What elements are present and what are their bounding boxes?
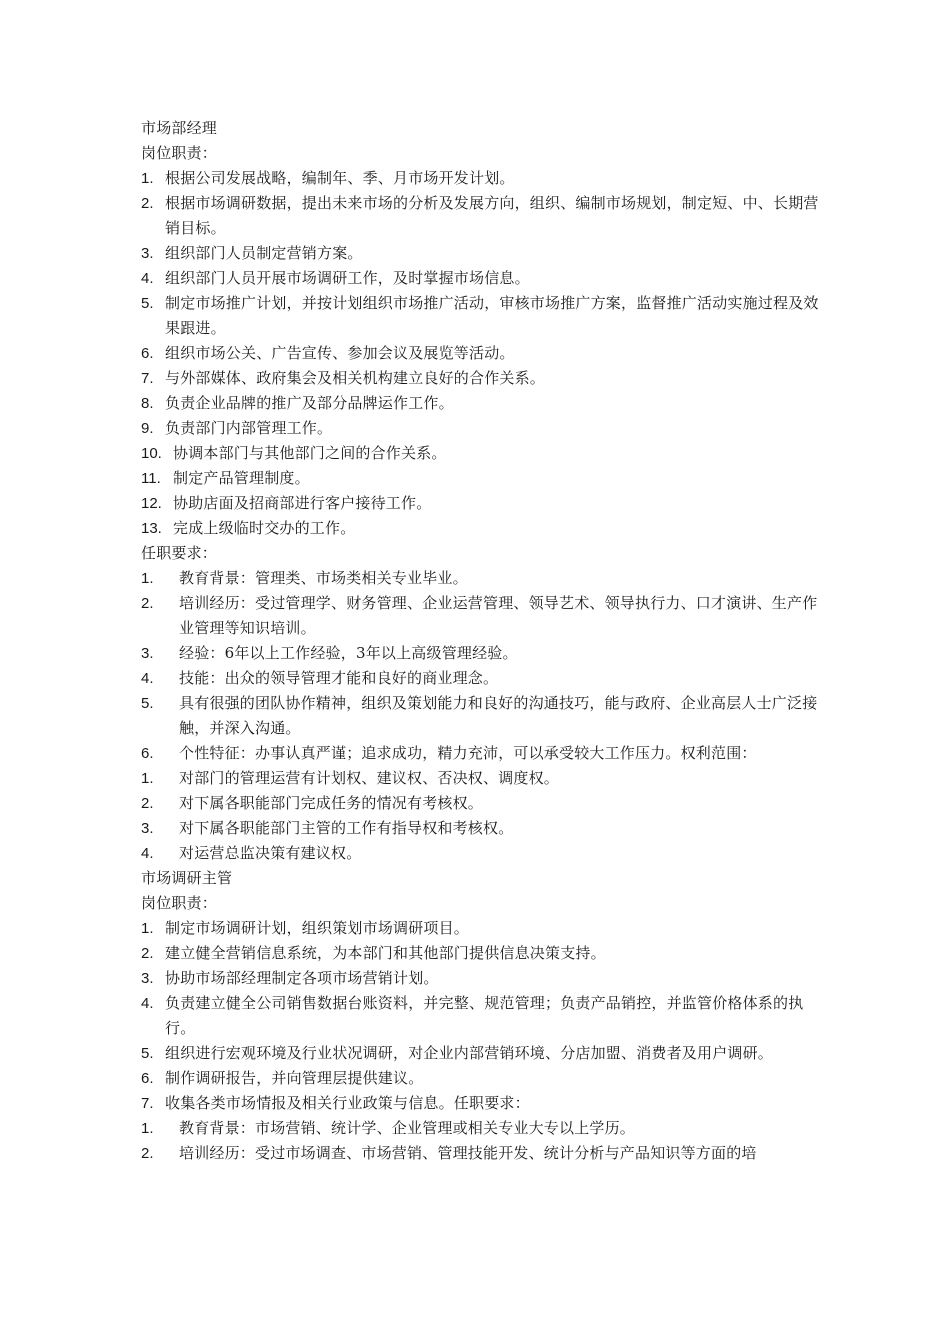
- list-item: [141, 991, 820, 1041]
- list-item: [141, 916, 820, 941]
- list-item-text: 收集各类市场情报及相关行业政策与信息。任职要求：: [165, 1094, 530, 1112]
- list-item-text: 组织部门人员开展市场调研工作，及时掌握市场信息。: [165, 269, 530, 287]
- list-item-number: 3.: [141, 245, 154, 262]
- duties-label: 岗位职责：: [141, 894, 218, 912]
- list-item-text: 根据公司发展战略，编制年、季、月市场开发计划。: [165, 169, 515, 187]
- requirements-list: [141, 1116, 820, 1166]
- list-item-text: 制作调研报告，并向管理层提供建议。: [165, 1069, 424, 1087]
- list-item: [141, 1091, 820, 1116]
- list-item-number: 4.: [141, 995, 154, 1012]
- list-item-number: 12.: [141, 495, 162, 512]
- list-item-number: 11.: [141, 470, 161, 487]
- list-item-text: 对下属各职能部门完成任务的情况有考核权。: [179, 794, 484, 812]
- list-item-number: 1.: [141, 920, 154, 937]
- list-item-text: 完成上级临时交办的工作。: [173, 519, 356, 537]
- list-item: [141, 1041, 820, 1066]
- list-item-number: 10.: [141, 445, 162, 462]
- list-item-text: 组织市场公关、广告宣传、参加会议及展览等活动。: [165, 344, 515, 362]
- list-item: [141, 341, 820, 366]
- list-item-number: 6.: [141, 745, 154, 762]
- list-item-text: 对下属各职能部门主管的工作有指导权和考核权。: [179, 819, 514, 837]
- list-item-text: 经验：6年以上工作经验，3年以上高级管理经验。: [179, 644, 518, 662]
- list-item: [141, 291, 820, 341]
- section-title: 市场部经理: [141, 119, 218, 137]
- list-item-text: 与外部媒体、政府集会及相关机构建立良好的合作关系。: [165, 369, 546, 387]
- list-item-number: 9.: [141, 420, 154, 437]
- list-item: [141, 591, 820, 641]
- list-item-text: 负责建立健全公司销售数据台账资料，并完整、规范管理；负责产品销控，并监管价格体系的执行。: [165, 994, 804, 1037]
- list-item-text: 对部门的管理运营有计划权、建议权、否决权、调度权。: [179, 769, 560, 787]
- list-item-number: 3.: [141, 970, 154, 987]
- list-item: [141, 666, 820, 691]
- list-item: [141, 741, 820, 766]
- list-item-number: 2.: [141, 595, 154, 612]
- list-item: [141, 441, 820, 466]
- list-item-text: 培训经历：受过市场调查、市场营销、管理技能开发、统计分析与产品知识等方面的培: [179, 1144, 757, 1162]
- list-item: [141, 466, 820, 491]
- list-item: [141, 1116, 820, 1141]
- list-item-number: 1.: [141, 770, 154, 787]
- list-item-text: 根据市场调研数据，提出未来市场的分析及发展方向，组织、编制市场规划，制定短、中、长期营销目标。: [165, 194, 819, 237]
- list-item-text: 建立健全营销信息系统，为本部门和其他部门提供信息决策支持。: [165, 944, 606, 962]
- section-title: 市场调研主管: [141, 869, 233, 887]
- list-item: [141, 166, 820, 191]
- list-item-number: 5.: [141, 295, 154, 312]
- duties-list: [141, 166, 820, 541]
- list-item-number: 7.: [141, 1095, 154, 1112]
- list-item-text: 负责企业品牌的推广及部分品牌运作工作。: [165, 394, 454, 412]
- list-item: [141, 566, 820, 591]
- list-item: [141, 641, 820, 666]
- list-item-text: 具有很强的团队协作精神，组织及策划能力和良好的沟通技巧，能与政府、企业高层人士广泛接触，并深入沟通。: [179, 694, 818, 737]
- list-item-number: 13.: [141, 520, 162, 537]
- list-item-number: 2.: [141, 795, 154, 812]
- list-item-number: 6.: [141, 345, 154, 362]
- list-item: [141, 191, 820, 241]
- list-item: [141, 966, 820, 991]
- list-item-number: 4.: [141, 270, 154, 287]
- list-item-text: 教育背景：管理类、市场类相关专业毕业。: [179, 569, 468, 587]
- list-item-number: 2.: [141, 945, 154, 962]
- list-item-text: 技能：出众的领导管理才能和良好的商业理念。: [179, 669, 499, 687]
- list-item-text: 协调本部门与其他部门之间的合作关系。: [173, 444, 447, 462]
- list-item-number: 1.: [141, 1120, 154, 1137]
- list-item-number: 1.: [141, 570, 154, 587]
- list-item: [141, 416, 820, 441]
- list-item-number: 7.: [141, 370, 154, 387]
- list-item-text: 制定市场调研计划，组织策划市场调研项目。: [165, 919, 470, 937]
- list-item-number: 2.: [141, 195, 154, 212]
- requirements-label: 任职要求：: [141, 544, 218, 562]
- list-item-number: 2.: [141, 1145, 154, 1162]
- list-item-number: 6.: [141, 1070, 154, 1087]
- list-item: [141, 1066, 820, 1091]
- list-item-text: 制定市场推广计划，并按计划组织市场推广活动，审核市场推广方案，监督推广活动实施过程及效果跟进。: [165, 294, 819, 337]
- duties-list: [141, 916, 820, 1116]
- list-item: [141, 691, 820, 741]
- list-item-text: 培训经历：受过管理学、财务管理、企业运营管理、领导艺术、领导执行力、口才演讲、生产作业管理等知识培训。: [179, 594, 818, 637]
- list-item-number: 5.: [141, 695, 154, 712]
- list-item: [141, 391, 820, 416]
- list-item: [141, 816, 820, 841]
- list-item: [141, 941, 820, 966]
- list-item-number: 8.: [141, 395, 154, 412]
- list-item: [141, 241, 820, 266]
- list-item-text: 负责部门内部管理工作。: [165, 419, 333, 437]
- list-item-text: 协助店面及招商部进行客户接待工作。: [173, 494, 432, 512]
- requirements-list: [141, 566, 820, 866]
- list-item-text: 组织部门人员制定营销方案。: [165, 244, 363, 262]
- list-item: [141, 1141, 820, 1166]
- list-item-text: 教育背景：市场营销、统计学、企业管理或相关专业大专以上学历。: [179, 1119, 636, 1137]
- list-item-number: 4.: [141, 670, 154, 687]
- list-item: [141, 791, 820, 816]
- list-item-number: 5.: [141, 1045, 154, 1062]
- list-item-text: 个性特征：办事认真严谨；追求成功，精力充沛，可以承受较大工作压力。权利范围：: [179, 744, 757, 762]
- list-item-number: 4.: [141, 845, 154, 862]
- list-item-text: 组织进行宏观环境及行业状况调研，对企业内部营销环境、分店加盟、消费者及用户调研。: [165, 1044, 774, 1062]
- list-item: [141, 766, 820, 791]
- list-item-number: 3.: [141, 820, 154, 837]
- list-item-number: 1.: [141, 170, 154, 187]
- list-item: [141, 491, 820, 516]
- list-item-text: 对运营总监决策有建议权。: [179, 844, 362, 862]
- list-item-text: 协助市场部经理制定各项市场营销计划。: [165, 969, 439, 987]
- list-item-text: 制定产品管理制度。: [173, 469, 310, 487]
- duties-label: 岗位职责：: [141, 144, 218, 162]
- list-item: [141, 841, 820, 866]
- list-item: [141, 516, 820, 541]
- list-item-number: 3.: [141, 645, 154, 662]
- list-item: [141, 266, 820, 291]
- list-item: [141, 366, 820, 391]
